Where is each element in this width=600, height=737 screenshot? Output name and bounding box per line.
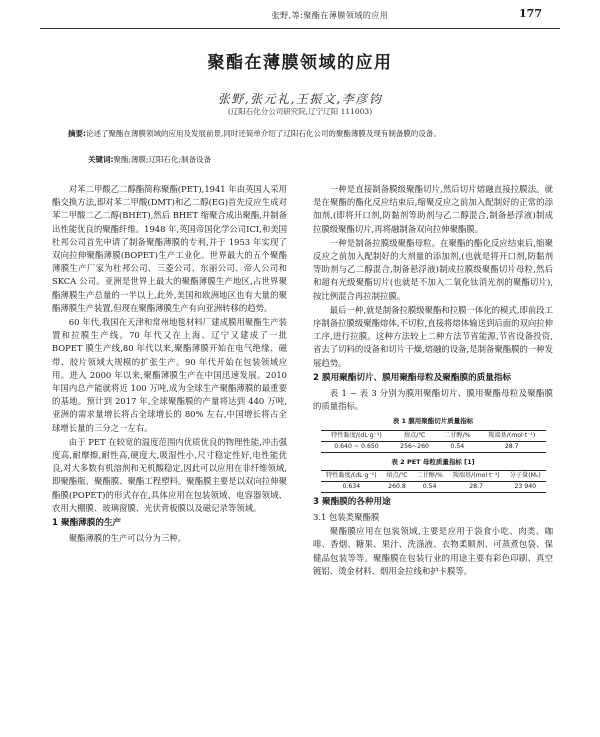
table2-title: 表 2 PET 母粒质量指标 [1] xyxy=(391,457,475,466)
section-heading: 1 聚酯薄膜的生产 xyxy=(52,518,122,529)
table-header: 二甘醇/% xyxy=(444,431,471,439)
section-heading: 2 膜用聚酯切片、膜用聚酯母粒及聚酯膜的质量指标 xyxy=(313,372,512,383)
table-cell: 0.54 xyxy=(422,482,437,490)
article-title: 聚酯在薄膜领域的应用 xyxy=(207,53,393,73)
table-row xyxy=(321,481,546,492)
keywords-text: 聚酯;薄膜;辽阳石化;制备设备 xyxy=(113,155,212,164)
keywords-label: 关键词: xyxy=(88,155,114,164)
table-header: 二甘醇/% xyxy=(416,471,443,479)
abstract xyxy=(68,128,523,139)
header-rule xyxy=(40,28,560,29)
paragraph: 60 年代,我国在天津和常州地毯材料厂建成膜用聚酯生产装置和拉膜生产线。70 年代又在上海、辽宁又建成了一批 BOPET 膜生产线,80 年代以来,聚酯薄膜开始在电气绝缘、磁带、胶片领域大规模的扩张生产。90 年代开始在包装领域应用。进入 2000 年以来,聚酯薄膜生产在中国迅速发展。2010 年国内总产能就将近 100 万吨,成为全球生产聚酯薄膜的最重要的基地。预计到 2017 年,全球聚酯膜的产量将达到 440 万吨,亚洲的需求量增长将占全球增长的 80% 左右,中国增长将占全球增长量的三分之一左右。 xyxy=(52,317,287,433)
table-header: 特性黏度/(dL·g⁻¹) xyxy=(325,471,377,479)
page-number: 177 xyxy=(519,7,542,20)
paragraph: 由于 PET 在较宽的温度范围内优质优良的物理性能,冲击强度高,耐摩擦,耐性高,硬度大,吸湿性小,尺寸稳定性好,电性能优良,对大多数有机溶剂和无机酸稳定,因此可以应用在非纤维领域,即聚酯瓶、聚酯膜、聚酯工程塑料。聚酯膜主要是以双向拉伸聚酯膜(POPET)的形式存在,具体应用在包装领域、电容器领域、农用大棚膜、玻璃窗膜、光伏背板膜以及磁记录等领域。 xyxy=(52,436,287,513)
left-column xyxy=(52,183,287,546)
article-authors: 张野,张元礼,王振文,李彦钧 xyxy=(217,92,383,106)
table-cell: 28.7 xyxy=(469,482,484,490)
table-header: 熔点/℃ xyxy=(386,471,408,479)
table1-title: 表 1 膜用聚酯切片质量指标 xyxy=(392,417,474,426)
table-cell: 0.640 ~ 0.650 xyxy=(334,442,379,450)
table2 xyxy=(321,470,546,493)
abstract-label: 摘要: xyxy=(68,129,86,138)
table-cell: 260.8 xyxy=(388,482,406,490)
table-header: 羧端基/(mol·t⁻¹) xyxy=(452,471,500,479)
paragraph: 表 1 ~ 表 3 分别为膜用聚酯切片、膜用聚酯母粒及聚酯膜的质量指标。 xyxy=(313,388,553,412)
paragraph: 聚酯薄膜的生产可以分为三种。 xyxy=(68,533,187,544)
table-cell: 256~260 xyxy=(400,442,429,450)
subsection-heading: 3.1 包装类聚酯膜 xyxy=(313,512,380,523)
running-head: 张野,等:聚酯在薄膜领域的应用 xyxy=(271,11,389,20)
article-affiliation: (辽阳石化分公司研究院,辽宁辽阳 111003) xyxy=(227,107,373,116)
table-cell: 23 940 xyxy=(514,482,537,490)
keywords xyxy=(88,154,518,165)
abstract-text: 论述了聚酯在薄膜领域的应用及发展前景,同时还简单介绍了辽阳石化公司的聚酯薄膜及现有制备膜的设备。 xyxy=(86,129,441,138)
right-column xyxy=(313,183,553,579)
paragraph: 一种是制备拉膜级聚酯母粒。在聚酯的酯化反应结束后,缩聚反应之前加入配制好的大剂量的添加剂,(也就是将开口剂,防黏剂等助剂与乙二醇混合,制备悬浮液)制成拉膜级聚酯切片母粒,然后和超有光级聚酯切片(也就是不加入二氧化钛消光剂的聚酯切片),按比例混合再拉制拉膜。 xyxy=(313,237,553,301)
table-header: 熔点/℃ xyxy=(403,431,426,439)
table-cell: 28.7 xyxy=(504,442,519,450)
paragraph: 对苯二甲酸乙二醇酯简称聚酯(PET),1941 年由英国人采用酯交换方法,即对苯二甲酸(DMT)和乙二醇(EG)首先反应生成对苯二甲酸二乙二醇(BHET),然后 BHET 缩聚合成出聚酯,并制备出性能优良的聚酯纤维。1948 年,英国帝国化学公司ICI,和美国杜邦公司首先申请了制备聚酯薄膜的专利,并于 1953 年实现了双向拉伸聚酯薄膜(BOPET)生产工业化。世界最大的五个聚酯薄膜生产厂家为杜邦公司、三菱公司、东丽公司、帝人公司和 SKCA 公司。亚洲是世界上最大的聚酯薄膜生产地区,占世界聚酯薄膜生产总量的一半以上,此外,美国和欧洲地区也有大量的聚酯薄膜生产装置,但现在聚酯薄膜生产有向亚洲转移的趋势。 xyxy=(52,184,287,313)
table-cell: 0.634 xyxy=(342,482,361,490)
table-header: 特性黏度/(dL·g⁻¹) xyxy=(331,431,382,439)
paragraph: 最后一种,就是制备拉膜级聚酯和拉膜一体化的模式,即前段工序制备拉膜级聚酯熔体,不切粒,直接将熔体输送到后面的双向拉伸工序,进行拉膜。这种方法较上二种方法节省能源,节省设备投资,省去了切料的设备和切片干燥,熔融的设备,是制备聚酯膜的一种发展趋势。 xyxy=(313,304,553,368)
paragraph: 一种是直接制备膜级聚酯切片,然后切片熔融直接拉膜法。就是在聚酯的酯化反应结束后,缩聚反应之前加入配制好的正常的添加剂,(即将开口剂,防黏剂等助剂与乙二醇混合,制备悬浮液)制成拉膜级聚酯切片,再将融制备双向拉伸聚酯膜。 xyxy=(313,184,553,234)
table-cell: 0.54 xyxy=(450,442,465,450)
table-header: 分子量(Mₙ) xyxy=(509,471,541,479)
section-heading: 3 聚酯膜的各种用途 xyxy=(313,496,391,507)
table-row xyxy=(321,441,546,452)
paragraph: 聚酯膜应用在包装领域,主要是应用于袋食小吃、肉类、咖啡、香烟、糖果、果汁、洗涤液、衣物柔顺剂、可蒸煮包袋、保健品包装等等。聚酯膜在包装行业的用途主要有彩色印刷、真空镀铝、烫金材料、烟用金拉线和护卡膜等。 xyxy=(313,526,553,576)
table1 xyxy=(321,430,546,453)
table-header: 羧端基/(mol·t⁻¹) xyxy=(488,431,536,439)
